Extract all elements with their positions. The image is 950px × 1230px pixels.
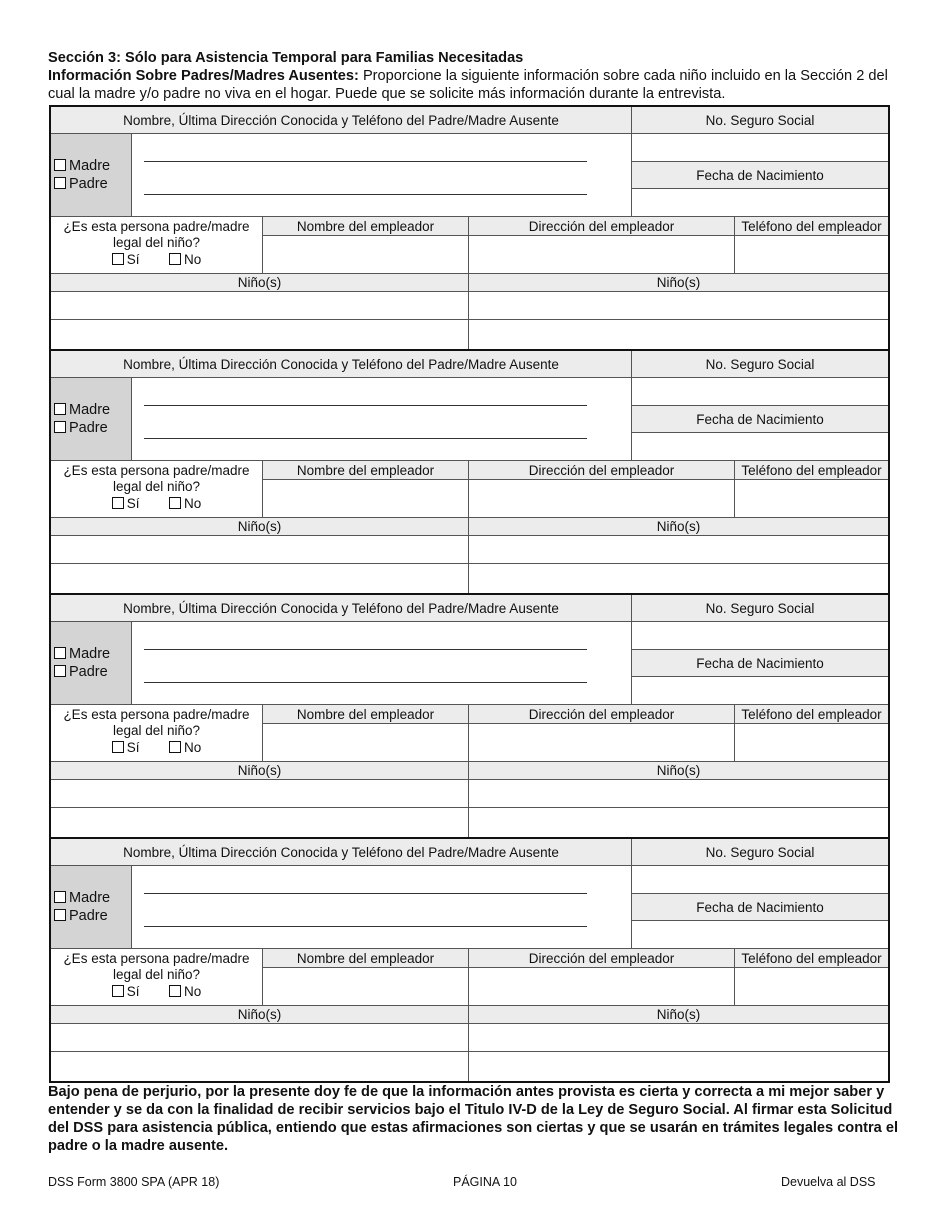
name-address-field[interactable] (132, 378, 631, 460)
children-label: Niño(s) (656, 1007, 701, 1022)
child-field[interactable] (468, 1024, 888, 1052)
padre-option[interactable] (54, 419, 110, 437)
absent-parent-block (49, 349, 890, 593)
ssn-header (631, 351, 888, 378)
children-header-left (51, 1005, 468, 1024)
padre-option[interactable] (54, 175, 110, 193)
employer-name-field[interactable] (262, 724, 468, 761)
section-title: Sección 3: Sólo para Asistencia Temporal para Familias Necesitadas (48, 50, 524, 66)
madre-option[interactable] (54, 401, 110, 419)
return-to: Devuelva al DSS (781, 1175, 876, 1189)
employer-name-header (262, 704, 468, 724)
name-line-2 (144, 194, 587, 195)
section-instructions (48, 67, 898, 103)
employer-address-header (468, 460, 734, 480)
employer-phone-label: Teléfono del empleador (741, 706, 882, 722)
employer-phone-header (734, 948, 888, 968)
ssn-header (631, 107, 888, 134)
employer-phone-header (734, 704, 888, 724)
employer-address-field[interactable] (468, 724, 734, 761)
absent-parent-blocks (49, 105, 890, 1083)
legal-parent-question: ¿Es esta persona padre/madre legal del niño? (63, 707, 250, 738)
no-checkbox[interactable] (169, 741, 181, 753)
ssn-field[interactable] (631, 622, 888, 650)
no-option[interactable] (169, 496, 201, 511)
padre-checkbox[interactable] (54, 909, 66, 921)
no-label: No (184, 984, 202, 999)
child-field[interactable] (51, 292, 468, 320)
name-line-1 (144, 893, 587, 894)
ssn-header (631, 839, 888, 866)
employer-address-label: Dirección del empleador (528, 706, 675, 722)
employer-phone-field[interactable] (734, 968, 888, 1005)
ssn-field[interactable] (631, 134, 888, 162)
employer-phone-field[interactable] (734, 480, 888, 517)
dob-header-label: Fecha de Nacimiento (696, 899, 824, 915)
children-header-right (468, 517, 888, 536)
employer-address-header (468, 704, 734, 724)
children-label: Niño(s) (656, 519, 701, 534)
employer-address-label: Dirección del empleador (528, 218, 675, 234)
name-address-field[interactable] (132, 134, 631, 216)
employer-name-label: Nombre del empleador (296, 462, 435, 478)
employer-name-header (262, 216, 468, 236)
no-option[interactable] (169, 984, 201, 999)
madre-option[interactable] (54, 889, 110, 907)
employer-name-label: Nombre del empleador (296, 950, 435, 966)
padre-option[interactable] (54, 663, 110, 681)
child-field[interactable] (468, 1052, 888, 1081)
no-option[interactable] (169, 740, 201, 755)
name-address-field[interactable] (132, 622, 631, 704)
madre-checkbox[interactable] (54, 159, 66, 171)
legal-parent-cell (51, 216, 262, 273)
name-line-1 (144, 161, 587, 162)
name-header-label: Nombre, Última Dirección Conocida y Teléfono del Padre/Madre Ausente (123, 112, 559, 128)
si-checkbox[interactable] (112, 985, 124, 997)
dob-field[interactable] (631, 189, 888, 216)
employer-phone-label: Teléfono del empleador (741, 462, 882, 478)
employer-name-field[interactable] (262, 480, 468, 517)
child-field[interactable] (51, 320, 468, 349)
ssn-field[interactable] (631, 866, 888, 894)
legal-parent-cell (51, 704, 262, 761)
legal-parent-cell (51, 460, 262, 517)
name-line-2 (144, 682, 587, 683)
child-field[interactable] (51, 1024, 468, 1052)
employer-name-label: Nombre del empleador (296, 706, 435, 722)
madre-checkbox[interactable] (54, 647, 66, 659)
dob-header-label: Fecha de Nacimiento (696, 655, 824, 671)
madre-label: Madre (69, 646, 111, 662)
employer-phone-label: Teléfono del empleador (741, 950, 882, 966)
madre-label: Madre (69, 890, 111, 906)
absent-parent-block (49, 105, 890, 349)
child-field[interactable] (51, 1052, 468, 1081)
ssn-header-label: No. Seguro Social (705, 844, 815, 860)
si-checkbox[interactable] (112, 497, 124, 509)
no-checkbox[interactable] (169, 253, 181, 265)
si-checkbox[interactable] (112, 741, 124, 753)
children-header-left (51, 761, 468, 780)
name-address-field[interactable] (132, 866, 631, 948)
si-label: Sí (126, 252, 140, 267)
employer-address-field[interactable] (468, 236, 734, 273)
si-option[interactable] (112, 984, 140, 999)
legal-parent-cell (51, 948, 262, 1005)
children-header-left (51, 517, 468, 536)
legal-parent-question: ¿Es esta persona padre/madre legal del niño? (63, 463, 250, 494)
dob-header-label: Fecha de Nacimiento (696, 411, 824, 427)
no-option[interactable] (169, 252, 201, 267)
ssn-header (631, 595, 888, 622)
employer-name-header (262, 460, 468, 480)
madre-checkbox[interactable] (54, 891, 66, 903)
employer-phone-field[interactable] (734, 236, 888, 273)
name-line-2 (144, 438, 587, 439)
si-option[interactable] (112, 252, 140, 267)
dob-field[interactable] (631, 433, 888, 460)
name-line-2 (144, 926, 587, 927)
employer-phone-label: Teléfono del empleador (741, 218, 882, 234)
padre-checkbox[interactable] (54, 421, 66, 433)
madre-option[interactable] (54, 645, 110, 663)
child-field[interactable] (468, 292, 888, 320)
name-header (51, 351, 631, 378)
name-header-label: Nombre, Última Dirección Conocida y Teléfono del Padre/Madre Ausente (123, 356, 559, 372)
dob-header (631, 894, 888, 921)
padre-checkbox[interactable] (54, 665, 66, 677)
employer-name-label: Nombre del empleador (296, 218, 435, 234)
parent-type-cell (51, 622, 132, 704)
employer-address-label: Dirección del empleador (528, 462, 675, 478)
child-field[interactable] (51, 536, 468, 564)
dob-header (631, 162, 888, 189)
children-label: Niño(s) (237, 519, 282, 534)
dob-field[interactable] (631, 921, 888, 948)
si-option[interactable] (112, 740, 140, 755)
employer-address-field[interactable] (468, 480, 734, 517)
si-checkbox[interactable] (112, 253, 124, 265)
employer-name-field[interactable] (262, 968, 468, 1005)
no-label: No (184, 740, 202, 755)
employer-phone-header (734, 460, 888, 480)
employer-name-header (262, 948, 468, 968)
absent-parent-block (49, 837, 890, 1083)
children-header-right (468, 273, 888, 292)
legal-parent-question: ¿Es esta persona padre/madre legal del niño? (63, 951, 250, 982)
no-checkbox[interactable] (169, 497, 181, 509)
instructions-lead: Información Sobre Padres/Madres Ausentes: (48, 68, 359, 84)
ssn-header-label: No. Seguro Social (705, 600, 815, 616)
no-label: No (184, 496, 202, 511)
madre-checkbox[interactable] (54, 403, 66, 415)
children-label: Niño(s) (237, 275, 282, 290)
si-option[interactable] (112, 496, 140, 511)
madre-label: Madre (69, 158, 111, 174)
children-label: Niño(s) (656, 275, 701, 290)
children-label: Niño(s) (237, 763, 282, 778)
children-header-left (51, 273, 468, 292)
dob-header (631, 406, 888, 433)
name-header (51, 107, 631, 134)
madre-option[interactable] (54, 157, 110, 175)
children-header-right (468, 1005, 888, 1024)
children-label: Niño(s) (237, 1007, 282, 1022)
instructions-text: Proporcione la siguiente información sobre cada niño incluido en la Sección 2 del cual la madre y/o padre no viva en el hogar. Puede que se solicite más información durante la entrevista. (48, 68, 888, 102)
si-label: Sí (126, 984, 140, 999)
children-header-right (468, 761, 888, 780)
form-id: DSS Form 3800 SPA (APR 18) (48, 1175, 220, 1189)
employer-address-label: Dirección del empleador (528, 950, 675, 966)
child-field[interactable] (468, 320, 888, 349)
parent-type-cell (51, 866, 132, 948)
child-field[interactable] (468, 536, 888, 564)
section-header (48, 49, 898, 103)
children-label: Niño(s) (656, 763, 701, 778)
no-checkbox[interactable] (169, 985, 181, 997)
parent-type-cell (51, 378, 132, 460)
child-field[interactable] (51, 808, 468, 837)
padre-option[interactable] (54, 907, 110, 925)
name-header-label: Nombre, Última Dirección Conocida y Teléfono del Padre/Madre Ausente (123, 844, 559, 860)
ssn-header-label: No. Seguro Social (705, 356, 815, 372)
employer-phone-field[interactable] (734, 724, 888, 761)
padre-label: Padre (69, 664, 108, 680)
employer-address-header (468, 948, 734, 968)
child-field[interactable] (468, 780, 888, 808)
dob-field[interactable] (631, 677, 888, 704)
dob-header (631, 650, 888, 677)
legal-parent-question: ¿Es esta persona padre/madre legal del niño? (63, 219, 250, 250)
ssn-field[interactable] (631, 378, 888, 406)
name-line-1 (144, 649, 587, 650)
employer-address-field[interactable] (468, 968, 734, 1005)
name-header (51, 595, 631, 622)
employer-name-field[interactable] (262, 236, 468, 273)
child-field[interactable] (51, 564, 468, 593)
padre-label: Padre (69, 176, 108, 192)
absent-parent-block (49, 593, 890, 837)
child-field[interactable] (468, 564, 888, 593)
padre-label: Padre (69, 420, 108, 436)
employer-address-header (468, 216, 734, 236)
parent-type-cell (51, 134, 132, 216)
perjury-declaration: Bajo pena de perjurio, por la presente doy fe de que la información antes provista es cierta y correcta a mi mejor saber y entender y se da con la finalidad de recibir servicios bajo el Titulo IV-D de la Ley de Seguro Social. Al firmar esta Solicitud del DSS para asistencia pública, entiendo que estas afirmaciones son ciertas y que se usarán en trámites legales contra el padre o la madre ausente. (48, 1084, 899, 1154)
dob-header-label: Fecha de Nacimiento (696, 167, 824, 183)
padre-label: Padre (69, 908, 108, 924)
name-line-1 (144, 405, 587, 406)
name-header-label: Nombre, Última Dirección Conocida y Teléfono del Padre/Madre Ausente (123, 600, 559, 616)
page-number: PÁGINA 10 (453, 1175, 517, 1189)
si-label: Sí (126, 496, 140, 511)
child-field[interactable] (51, 780, 468, 808)
padre-checkbox[interactable] (54, 177, 66, 189)
child-field[interactable] (468, 808, 888, 837)
name-header (51, 839, 631, 866)
ssn-header-label: No. Seguro Social (705, 112, 815, 128)
employer-phone-header (734, 216, 888, 236)
madre-label: Madre (69, 402, 111, 418)
si-label: Sí (126, 740, 140, 755)
no-label: No (184, 252, 202, 267)
